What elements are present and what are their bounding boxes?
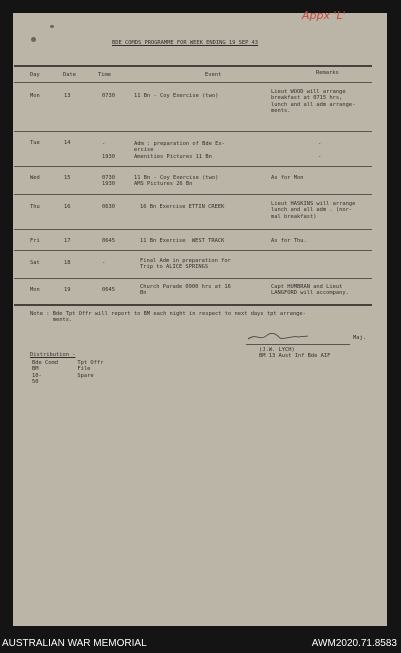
row-time: - [102, 260, 106, 266]
row-day: Mon [30, 93, 40, 99]
footer-accession-number: AWM2020.71.8583 [311, 638, 397, 649]
row-rule [14, 250, 372, 251]
row-remarks: Capt HUMBRAN and Lieut LANGFORD will accompany. [271, 284, 349, 297]
punch-hole [50, 25, 54, 28]
row-date: 16 [64, 204, 71, 210]
row-day: Thu [30, 204, 40, 210]
row-remarks: - - [318, 141, 322, 160]
row-event: 11 Bn Exercise WEST TRACK [140, 238, 225, 244]
punch-hole [31, 37, 36, 42]
row-rule [14, 229, 372, 230]
distribution-title: Distribution - [30, 352, 76, 358]
distribution-list: Bde Comd Tpt Offr BM File 10- Spare 50 [32, 360, 104, 385]
signature-rank: Maj. [353, 335, 366, 341]
table-bottom-rule [14, 304, 372, 306]
row-time: 0730 1930 [102, 175, 115, 188]
row-remarks: Lieut HASKINS will arrange lunch and all adm . (nor- mal breakfast) [271, 201, 356, 220]
row-date: 19 [64, 287, 71, 293]
row-event: Adm : preparation of Bde Ex- ercise Amenities Pictures 11 Bn [134, 141, 225, 160]
row-day: Tue [30, 140, 40, 146]
document-title: BDE COMDS PROGRAMME FOR WEEK ENDING 19 SEP 43 [112, 40, 259, 46]
appendix-mark: Appx 'L' [302, 9, 346, 22]
row-date: 17 [64, 238, 71, 244]
row-day: Wed [30, 175, 40, 181]
note-text: Note : Bde Tpt Offr will report to BM each night in respect to next days tpt arrange- ments. [30, 311, 306, 324]
signature-line [246, 344, 350, 345]
col-header-event: Event [205, 72, 222, 78]
table-top-rule [14, 65, 372, 67]
row-day: Fri [30, 238, 40, 244]
row-rule [14, 194, 372, 195]
row-time: - 1930 [102, 141, 115, 160]
row-event: Final Adm in preparation for Trip to ALICE SPRINGS [140, 258, 231, 271]
footer-institution: AUSTRALIAN WAR MEMORIAL [2, 638, 147, 649]
row-time: 0630 [102, 204, 115, 210]
row-day: Sat [30, 260, 40, 266]
row-date: 15 [64, 175, 71, 181]
row-date: 13 [64, 93, 71, 99]
row-remarks: As for Thu. [271, 238, 307, 244]
table-header-rule [14, 82, 372, 83]
row-rule [14, 278, 372, 279]
row-rule [14, 166, 372, 167]
row-time: 0645 [102, 238, 115, 244]
row-remarks: Lieut WOOD will arrange breakfast at 0715 hrs, lunch and all adm arrange- ments. [271, 89, 356, 114]
signatory-block: (J.W. LYCH) BM 13 Aust Inf Bde AIF [259, 347, 331, 360]
row-event: 11 Bn - Coy Exercise (two) AMS Pictures 26 Bn [134, 175, 219, 188]
row-date: 14 [64, 140, 71, 146]
col-header-time: Time [98, 72, 111, 78]
row-day: Mon [30, 287, 40, 293]
row-rule [14, 131, 372, 132]
row-event: 11 Bn - Coy Exercise (two) [134, 93, 219, 99]
row-remarks: As for Mon [271, 175, 304, 181]
col-header-remarks: Remarks [316, 70, 339, 76]
row-event: 16 Bn Exercise ETTIN CREEK [140, 204, 225, 210]
row-time: 0645 [102, 287, 115, 293]
col-header-day: Day [30, 72, 40, 78]
row-time: 0730 [102, 93, 115, 99]
col-header-date: Date [63, 72, 76, 78]
signature-mark [246, 331, 326, 343]
row-date: 18 [64, 260, 71, 266]
row-event: Church Parade 0900 hrs at 16 Bn [140, 284, 231, 297]
